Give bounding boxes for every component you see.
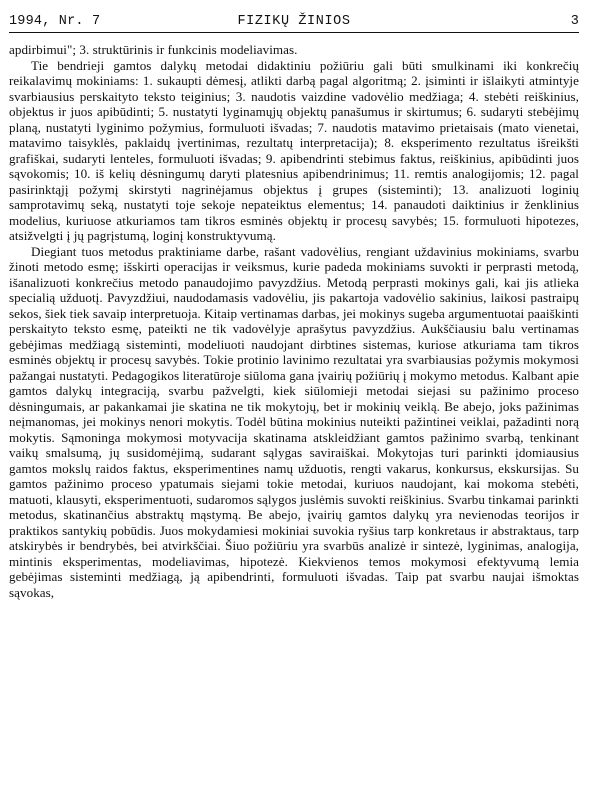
page-header bbox=[9, 12, 579, 33]
journal-title: FIZIKŲ ŽINIOS bbox=[237, 14, 351, 29]
page-number: 3 bbox=[570, 14, 579, 29]
paragraph: Tie bendrieji gamtos dalykų metodai didaktiniu požiūriu gali būti smulkinami iki konkrečių reikalavimų mokiniams: 1. sukaupti dėmesį, atlikti darbą pagal algoritmą; 2. įsiminti ir išlaikyti atmintyje svarbiausius perskaityto teksto teiginius; 3. naudotis vaizdine vadovėlio medžiaga; 4. stebėti reiškinius, objektus ir juos apibūdinti; 5. nustatyti lyginamųjų objektų panašumus ir skirtumus; 6. sudaryti stebėjimų planą, nustatyti lyginimo požymius, formuluoti išvadas; 7. naudotis matavimo prietaisais (mato vienetai, matavimo taisyklės, paklaidų įvertinimas, rezultatų interpretacija); 8. eksperimento rezultatus išreikšti grafiškai, sudaryti lenteles, formuluoti išvadas; 9. apibendrinti stebimus faktus, reiškinius, apibūdinti juos sąvokomis; 10. iš kelių dėsningumų daryti platesnius apibendrinimus; 11. remtis analogijomis; 12. pagal pasirinktąjį požymį skirstyti nagrinėjamus objektus į grupes (sistemintі); 13. analizuoti loginių samprotavimų seką, nustatyti toje sekoje nepateiktus elementus; 14. panaudoti daiktinius ir ženklinius modelius, kuriuose atkuriamos tam tikros esminės objektų ir procesų savybės; 15. formuluoti hipotezes, atsižvelgti į jų pagrįstumą, loginį konstruktyvumą. bbox=[9, 57, 579, 243]
article-body bbox=[9, 42, 579, 600]
paragraph: Diegiant tuos metodus praktiniame darbe, rašant vadovėlius, rengiant uždavinius mokiniams, svarbu žinoti metodo esmę; išskirti operacijas ir veiksmus, kurie padeda mokiniams suvokti ir perprasti metodą, išanalizuoti konkrečius metodo panaudojimo pavyzdžius. Metodą perprasti mokinys gali, kai jis atlieka specialią užduotį. Pavyzdžiui, naudodamasis vadovėliu, jis pakartoja vadovėlio sakinius, laikosi pastraipų sekos, šiek tiek savaip interpretuoja. Kitaip vertinamas darbas, jei mokinys sugeba argumentuotai paaiškinti perskaityto teksto esmę, pateikti ne tik vadovėlyje aprašytus pavyzdžius. Aukščiausiu balu vertinamas gebėjimas medžiagą sisteminti, modeliuoti naudojant dirbtines sistemas, kuriose atkuriama tam tikros esminės objektų ir procesų savybės. Tokie protinio lavinimo rezultatai yra svarbiausias požymis mokymosi pažangai nustatyti. Pedagogikos literatūroje siūloma gana įvairių požiūrių į mokymo metodus. Kalbant apie gamtos dalykų integraciją, svarbu pažvelgti, kiek siūlomieji metodai siejasi su pažinimo proceso dėsningumais, ar pakankamai jie skatina ne tik mokytojų, bet ir mokinių veiklą. Be abejo, joks pažinimas neįmanomas, jei mokinys nenori mokytis. Todėl būtina mokinius nuteikti pažintinei veiklai, pažadinti norą mokytis. Sąmoninga mokymosi motyvacija skatinama atskleidžiant gamtos pažinimo svarbą, tenkinant vaikų smalsumą, jų susidomėjimą, sudarant sąlygas saviraiškai. Mokytojas turi parinkti įdomiausius gamtos mokslų raidos faktus, eksperimentines namų užduotis, rengti vakarus, konkursus, ekskursijas. Su gamtos pažinimo proceso ypatumais siejami tokie metodai, kuriuos naudojant, kai mokoma stebėti, matuoti, klausyti, eksperimentuoti, sudaromos sąlygos juslėmis suvokti reiškinius. Svarbu tinkamai parinkti metodus, skatinančius abstraktų mąstymą. Be abejo, įvairių gamtos dalykų yra nevienodas teorijos ir praktikos santykių pobūdis. Juos mokydamiesi mokiniai suvokia ryšius tarp konkretaus ir abstraktaus, tarp atskirybės ir bendrybės, bei atvirkščiai. Šiuo požiūriu yra svarbūs analizė ir sintezė, lyginimas, analogija, mintinis eksperimentas, modeliavimas, hipotezė. Kiekvienos temos mokymosi efektyvumą lemia gebėjimas sisteminti medžiagą, ją apibendrinti, formuluoti išvadas. Taip pat svarbu naujai išmoktas sąvokas, bbox=[9, 243, 579, 600]
issue-label: 1994, Nr. 7 bbox=[9, 14, 101, 29]
paragraph: apdirbimui"; 3. struktūrinis ir funkcinis modeliavimas. bbox=[9, 42, 298, 57]
